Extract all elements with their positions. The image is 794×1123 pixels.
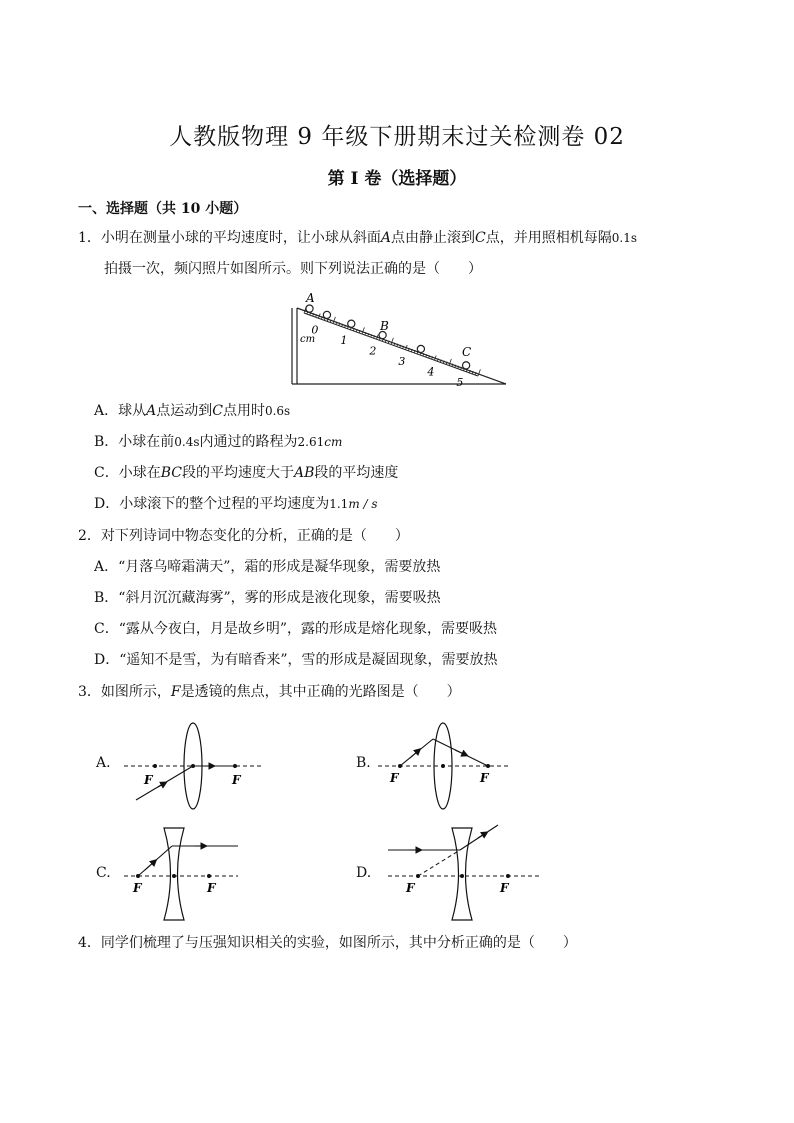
- question-2-option-c: C．“露从今夜白，月是故乡明”，露的形成是熔化现象，需要吸热: [94, 621, 498, 637]
- paper-subtitle: 第 I 卷（选择题）: [327, 169, 467, 189]
- page-title: 人教版物理 9 年级下册期末过关检测卷 02: [169, 124, 625, 150]
- diagram-c-concave-lens: [124, 828, 238, 920]
- ruler-tick-label: 4: [427, 365, 435, 379]
- focus-label: F: [207, 881, 216, 895]
- ball: [417, 345, 424, 352]
- option-a-label: A.: [96, 755, 111, 771]
- focus-label: F: [390, 771, 399, 785]
- question-3-stem: 3．如图所示，F是透镜的焦点，其中正确的光路图是（ ）: [78, 684, 461, 700]
- point-label-a: A: [306, 291, 315, 305]
- focus-label: F: [144, 773, 153, 787]
- question-1-stem-line-2: 拍摄一次，频闪照片如图所示。则下列说法正确的是（ ）: [104, 261, 482, 277]
- question-2-stem: 2．对下列诗词中物态变化的分析，正确的是（ ）: [78, 528, 409, 544]
- focus-label: F: [133, 881, 142, 895]
- focus-label: F: [406, 881, 415, 895]
- question-1-option-d: D．小球滚下的整个过程的平均速度为1.1m / s: [94, 496, 378, 512]
- question-1-option-a: A．球从A点运动到C点用时0.6s: [94, 403, 291, 419]
- ball: [306, 305, 313, 312]
- unit-label: cm: [300, 334, 316, 345]
- question-1-option-c: C．小球在BC段的平均速度大于AB段的平均速度: [94, 465, 399, 481]
- diagram-b-convex-lens: [378, 723, 508, 809]
- question-1-option-b: B．小球在前0.4s内通过的路程为2.61cm: [94, 434, 343, 450]
- option-b-label: B.: [356, 755, 371, 771]
- lens-diagrams: [0, 700, 794, 930]
- ruler-tick: [333, 317, 335, 324]
- point-label-c: C: [462, 345, 472, 359]
- diagram-d-concave-lens: [388, 825, 540, 920]
- point-label-b: B: [380, 319, 389, 333]
- question-4-stem: 4．同学们梳理了与压强知识相关的实验，如图所示，其中分析正确的是（ ）: [78, 935, 577, 951]
- question-2-option-b: B．“斜月沉沉藏海雾”，雾的形成是液化现象，需要吸热: [94, 590, 441, 606]
- ruler-tick: [362, 327, 364, 334]
- section-heading: 一、选择题（共 10 小题）: [78, 201, 248, 217]
- focus-label: F: [480, 771, 489, 785]
- ruler-tick-label: 3: [398, 355, 406, 369]
- ruler-tick-label: 1: [340, 334, 348, 348]
- option-c-label: C.: [96, 865, 111, 881]
- focus-label: F: [500, 881, 509, 895]
- diagram-a-convex-lens: [124, 723, 262, 809]
- question-2-option-a: A．“月落乌啼霜满天”，霜的形成是凝华现象，需要放热: [94, 559, 441, 575]
- focus-label: F: [232, 773, 241, 787]
- ruler-tick-label: 2: [369, 344, 377, 358]
- ball: [348, 320, 355, 327]
- ball: [463, 362, 470, 369]
- incline-ball-figure: [288, 288, 510, 388]
- ball: [323, 311, 330, 318]
- question-number: 1．: [78, 230, 101, 246]
- option-d-label: D.: [356, 865, 372, 881]
- ruler-tick-label: 0: [311, 323, 319, 337]
- question-1-stem-line-1: 1．小明在测量小球的平均速度时，让小球从斜面A点由静止滚到C点，并用照相机每隔0.1s: [78, 230, 638, 246]
- question-2-option-d: D．“遥知不是雪，为有暗香来”，雪的形成是凝固现象，需要放热: [94, 652, 498, 668]
- ruler-tick-label: 5: [456, 376, 464, 388]
